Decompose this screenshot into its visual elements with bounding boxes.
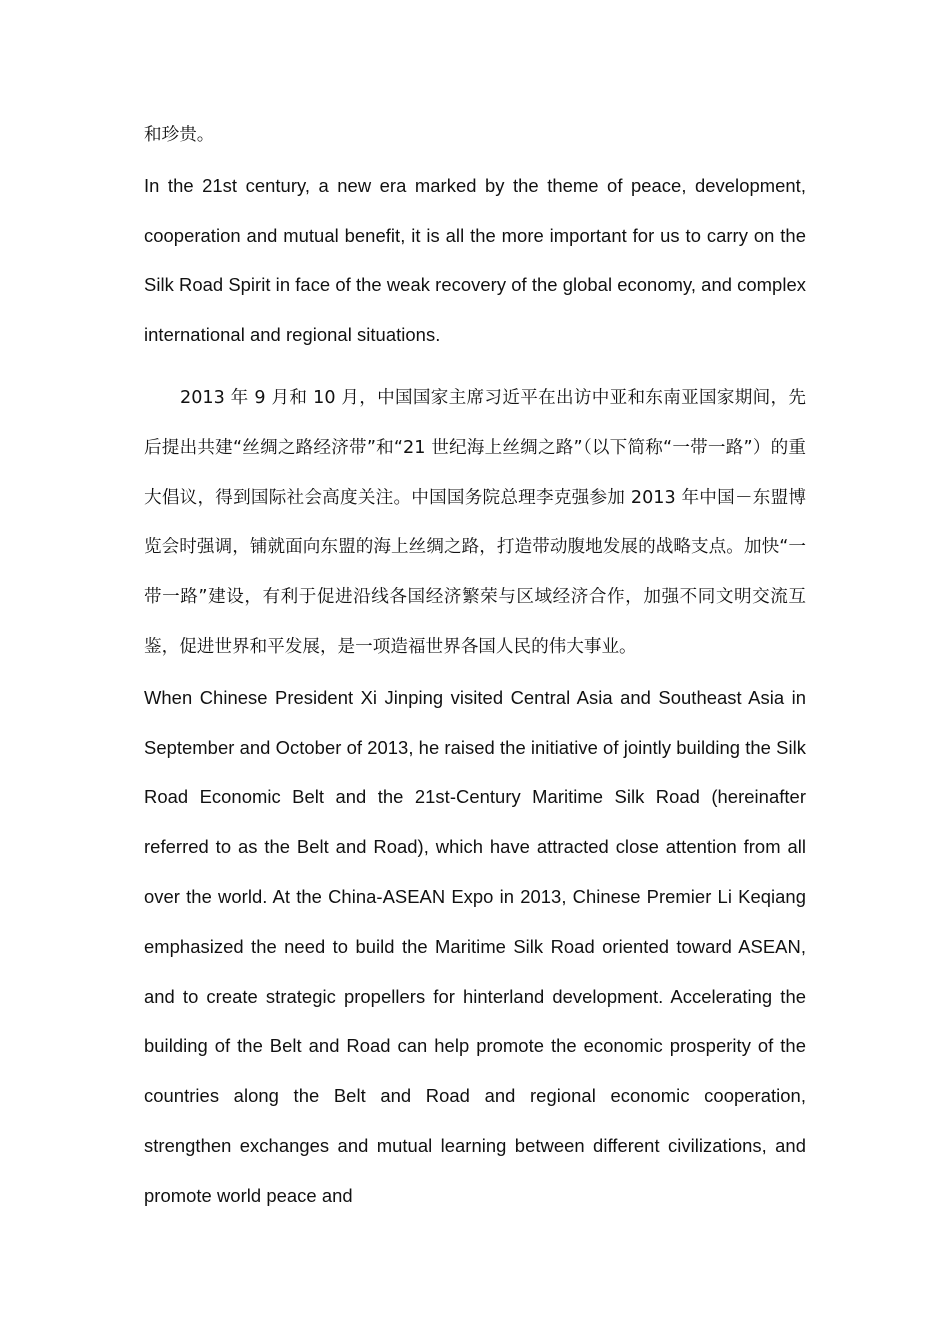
document-body (144, 111, 806, 1221)
paragraph-belt-and-road-initiative-zh: 2013 年 9 月和 10 月，中国国家主席习近平在出访中亚和东南亚国家期间，先后提出共建“丝绸之路经济带”和“21 世纪海上丝绸之路”（以下简称“一带一路”）的重大倡议，得到国际社会高度关注。中国国务院总理李克强参加 2013 年中国－东盟博览会时强调，铺就面向东盟的海上丝绸之路，打造带动腹地发展的战略支点。加快“一带一路”建设，有利于促进沿线各国经济繁荣与区域经济合作，加强不同文明交流互鉴，促进世界和平发展，是一项造福世界各国人民的伟大事业。 (144, 387, 806, 657)
paragraph-belt-and-road-initiative-en: When Chinese President Xi Jinping visited Central Asia and Southeast Asia in September and October of 2013, he raised the initiative of jointly building the Silk Road Economic Belt and the 21st-Century Maritime Silk Road (hereinafter referred to as the Belt and Road), which have attracted close attention from all over the world. At the China-ASEAN Expo in 2013, Chinese Premier Li Keqiang emphasized the need to build the Maritime Silk Road oriented toward ASEAN, and to create strategic propellers for hinterland development. Accelerating the building of the Belt and Road can help promote the economic prosperity of the countries along the Belt and Road and regional economic cooperation, strengthen exchanges and mutual learning between different civilizations, and promote world peace and (144, 686, 806, 1206)
paragraph-silk-road-spirit-en: In the 21st century, a new era marked by the theme of peace, development, cooperation and mutual benefit, it is all the more important for us to carry on the Silk Road Spirit in face of the weak recovery of the global economy, and complex international and regional situations. (144, 174, 806, 346)
paragraph-continuation-zh: 和珍贵。 (144, 125, 215, 145)
